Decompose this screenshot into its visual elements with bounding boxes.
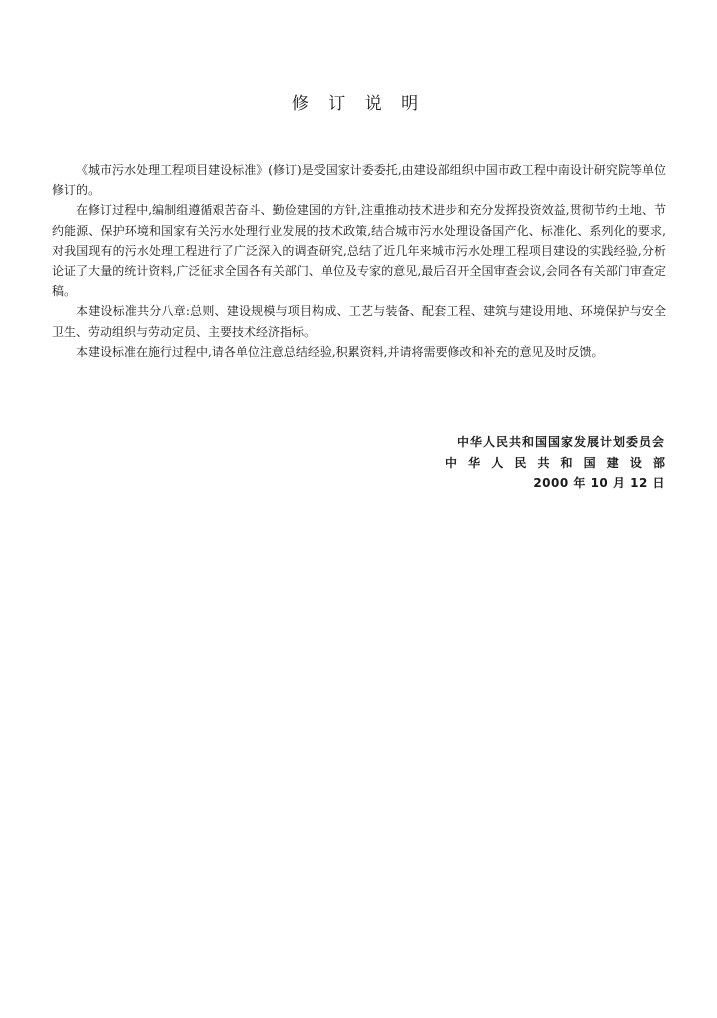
signature-org-moc: 中 华 人 民 共 和 国 建 设 部 — [445, 455, 665, 470]
signature-org-ndrc: 中华人民共和国国家发展计划委员会 — [456, 435, 665, 449]
paragraph-1: 《城市污水处理工程项目建设标准》(修订)是受国家计委委托,由建设部组织中国市政工程中南设计研究院等单位修订的。 — [52, 163, 666, 198]
paragraph-4: 本建设标准在施行过程中,请各单位注意总结经验,积累资料,并请将需要修改和补充的意见及时反馈。 — [76, 344, 604, 359]
signature-block — [405, 432, 665, 494]
page-title: 修 订 说 明 — [291, 94, 426, 114]
signature-date: 2000 年 10 月 12 日 — [533, 476, 665, 490]
paragraph-3: 本建设标准共分八章:总则、建设规模与项目构成、工艺与装备、配套工程、建筑与建设用地、环境保护与安全卫生、劳动组织与劳动定员、主要技术经济指标。 — [52, 304, 666, 339]
paragraph-2: 在修订过程中,编制组遵循艰苦奋斗、勤俭建国的方针,注重推动技术进步和充分发挥投资效益,贯彻节约土地、节约能源、保护环境和国家有关污水处理行业发展的技术政策,结合城市污水处理设备国产化、标准化、系列化的要求,对我国现有的污水处理工程进行了广泛深入的调查研究,总结了近几年来城市污水处理工程项目建设的实践经验,分析论证了大量的统计资料,广泛征求全国各有关部门、单位及专家的意见,最后召开全国审查会议,会同各有关部门审查定稿。 — [52, 203, 666, 299]
document-body — [52, 160, 666, 362]
